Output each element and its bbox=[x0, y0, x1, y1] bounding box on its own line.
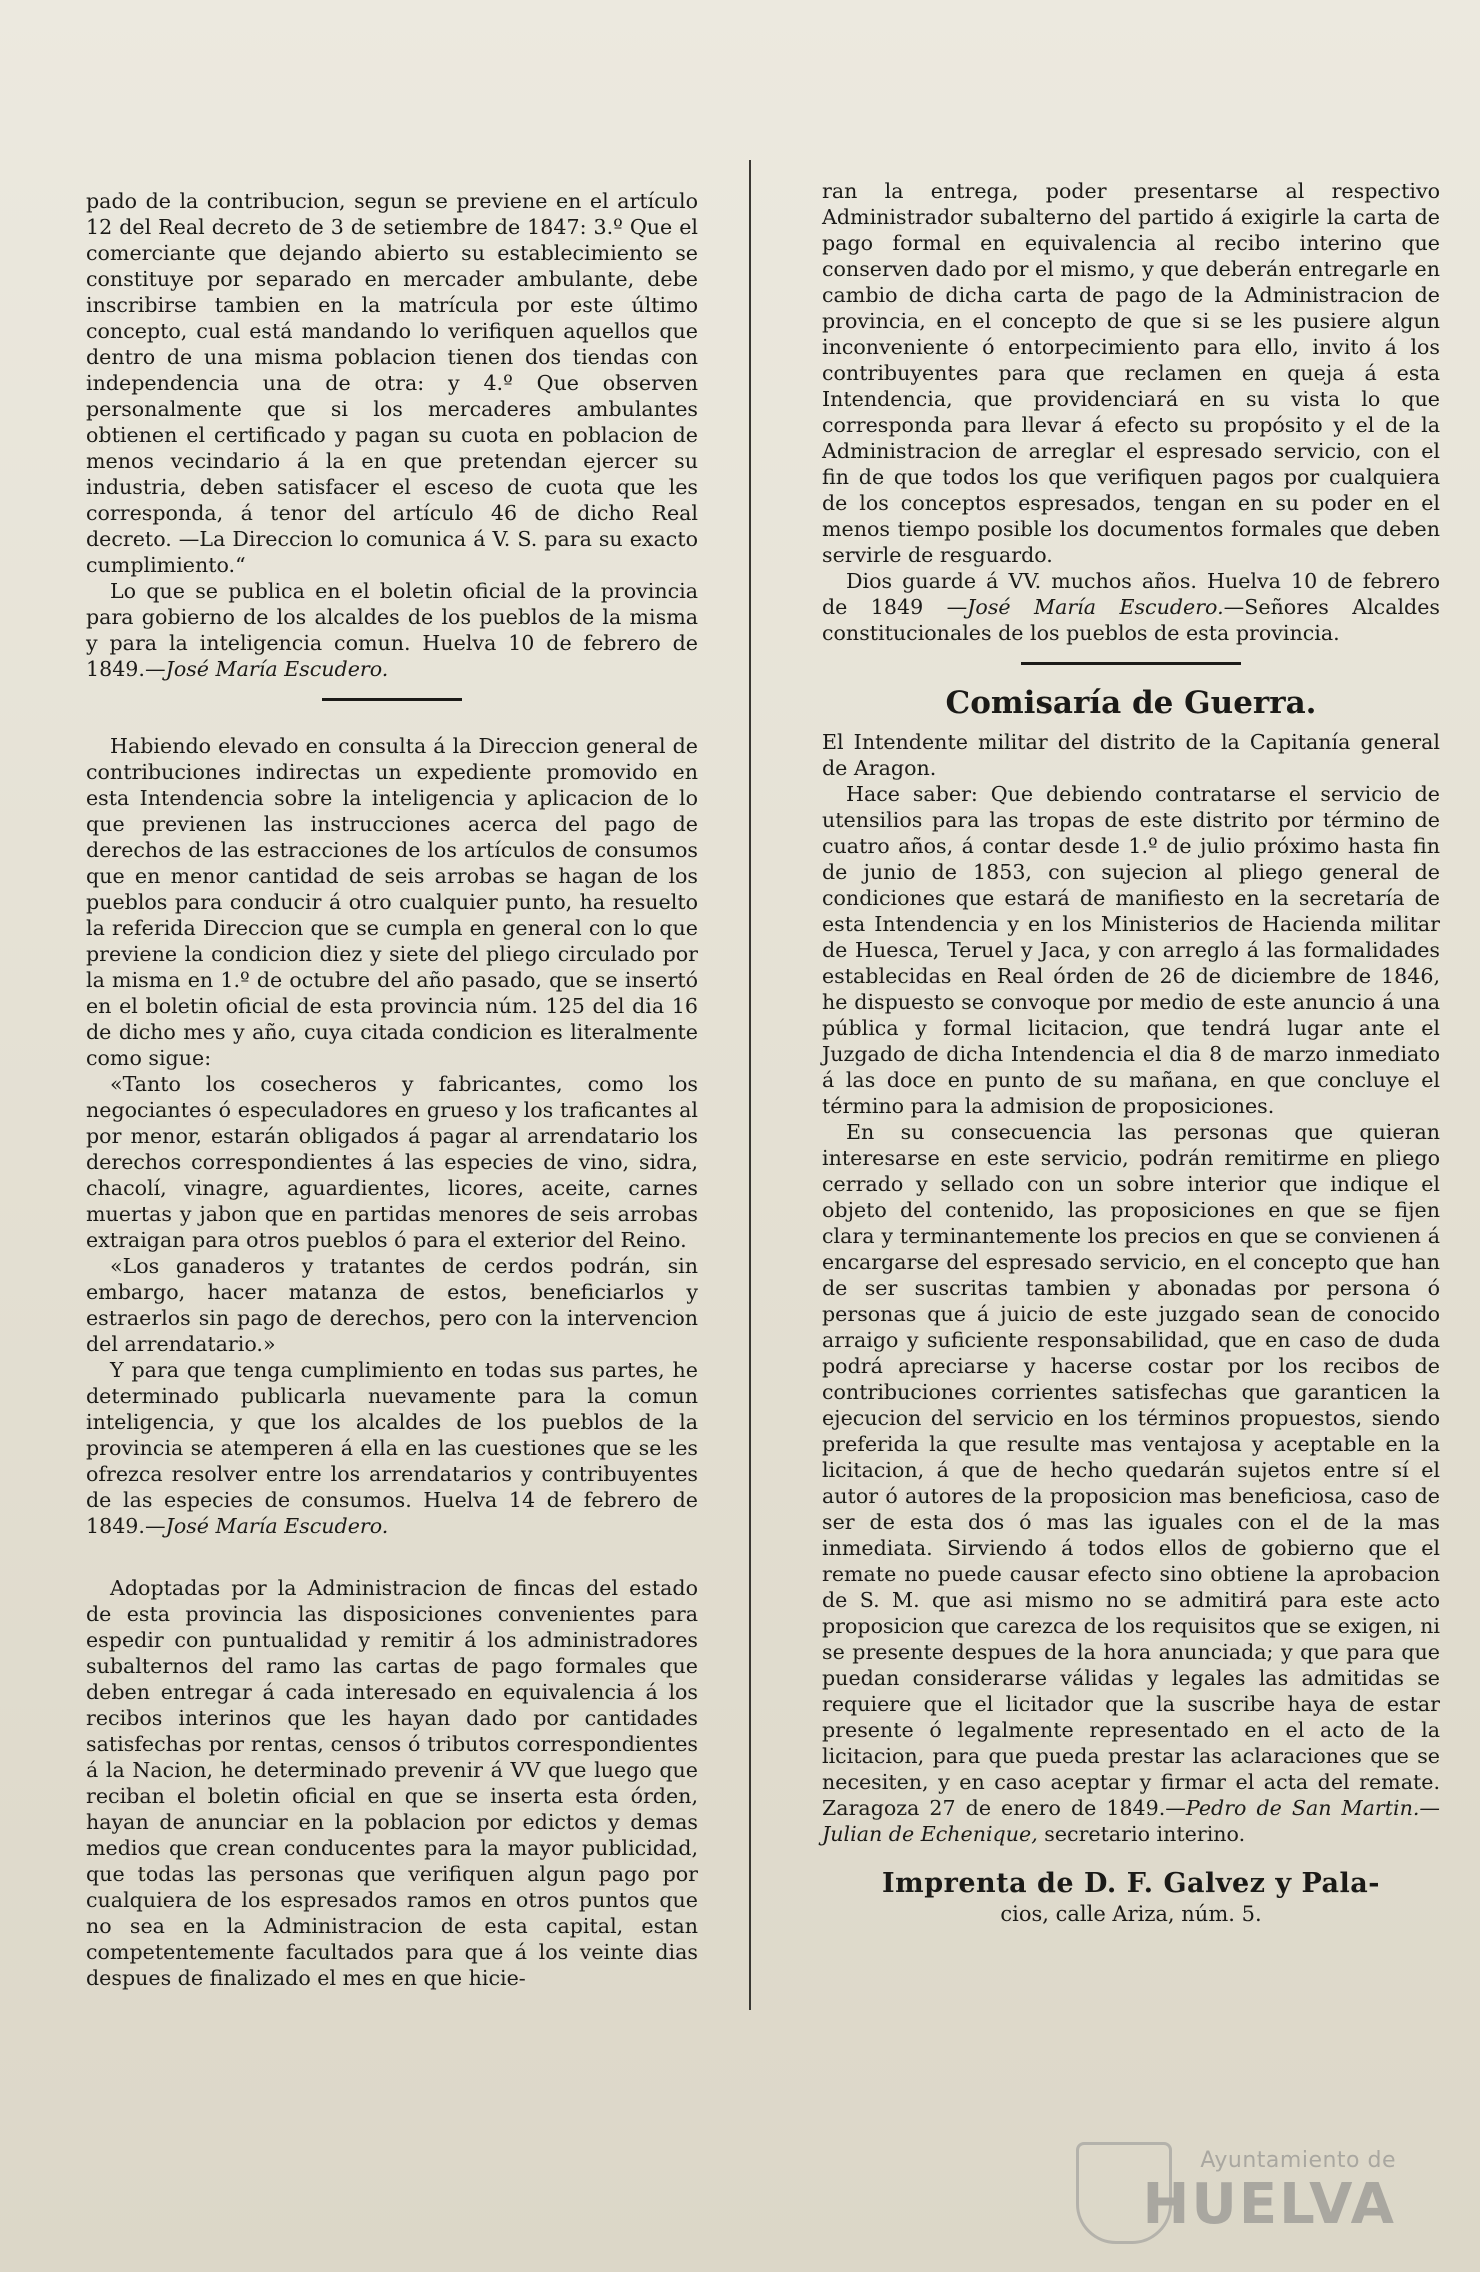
notice-1-continuation: pado de la contribucion, segun se previene en el artículo 12 del Real decreto de 3 de setiembre de 1847: 3.º Que el comerciante que dejando abierto su establecimiento se constituye por separado en mercader ambulante, debe inscribirse tambien en la matrícula por este último concepto, cual está mandando lo verifiquen aquellos que dentro de una misma poblacion tienen dos tiendas con independencia una de otra: y 4.º Que observen personalmente que si los mercaderes ambulantes obtienen el certificado y pagan su cuota en poblacion de menos vecindario á la en que pretendan ejercer su industria, deben satisfacer el esceso de cuota que les corresponda, á tenor del artículo 46 de dicho Real decreto. —La Direccion lo comunica á V. S. para su exacto cumplimiento.“ bbox=[86, 189, 698, 577]
notice-3-continuation: ran la entrega, poder presentarse al respectivo Administrador subalterno del partido á exigirle la carta de pago formal en equivalencia al recibo interino que conserven dado por el mismo, y que deberán entregarle en cambio de dicha carta de pago de la Administracion de provincia, en el concepto de que si se les pusiere algun inconveniente ó entorpecimiento para ello, invito á los contribuyentes para que reclamen en queja á esta Intendencia, que providenciará en su vista lo que corresponda para llevar á efecto su propósito y el de la Administracion de arreglar el espresado servicio, con el fin de que todos los que verifiquen pagos por cualquiera de los conceptos espresados, tengan en su poder en el menos tiempo posible los documentos formales que deben servirle de resguardo. bbox=[822, 179, 1440, 567]
notice-1-closing: Lo que se publica en el boletin oficial de la provincia para gobierno de los alcaldes de los pueblos de la misma y para la inteligencia comun. Huelva 10 de febrero de 1849.—José María Escudero. bbox=[86, 579, 698, 681]
section-divider bbox=[1021, 662, 1241, 665]
notice-2-quote-2: «Los ganaderos y tratantes de cerdos podrán, sin embargo, hacer matanza de estos, beneficiarlos y estraerlos sin pago de derechos, pero con la intervencion del arrendatario.» bbox=[86, 1254, 698, 1356]
section-subheading: El Intendente militar del distrito de la Capitanía general de Aragon. bbox=[822, 730, 1440, 780]
signature: José María Escudero. bbox=[165, 1514, 389, 1538]
notice-2-body: Habiendo elevado en consulta á la Direccion general de contribuciones indirectas un expediente promovido en esta Intendencia sobre la inteligencia y aplicacion de lo que previenen las instrucciones acerca del pago de derechos de las estracciones de los artículos de consumos que en menor cantidad de seis arrobas se hagan de los pueblos para conducir á otro cualquier punto, ha resuelto la referida Direccion que se cumpla en general con lo que previene la condicion diez y siete del pliego circulado por la misma en 1.º de octubre del año pasado, que se insertó en el boletin oficial de esta provincia núm. 125 del dia 16 de dicho mes y año, cuya citada condicion es literalmente como sigue: bbox=[86, 734, 698, 1070]
watermark-subtitle: Ayuntamiento de bbox=[1200, 2148, 1396, 2173]
printer-address: cios, calle Ariza, núm. 5. bbox=[1000, 1902, 1262, 1926]
notice-2-closing: Y para que tenga cumplimiento en todas sus partes, he determinado publicarla nuevamente para la comun inteligencia, y que los alcaldes de los pueblos de la provincia se atemperen á ella en las cuestiones que se les ofrezca resolver entre los arrendatarios y contribuyentes de las especies de consumos. Huelva 14 de febrero de 1849.—José María Escudero. bbox=[86, 1358, 698, 1538]
section-heading: Comisaría de Guerra. bbox=[945, 685, 1317, 721]
signature: Pedro de San Martin.—Julian de Echenique, bbox=[822, 1796, 1440, 1846]
notice-3-closing: Dios guarde á VV. muchos años. Huelva 10 de febrero de 1849 —José María Escudero.—Señores Alcaldes constitucionales de los pueblos de esta provincia. bbox=[822, 569, 1440, 645]
signature: José María Escudero. bbox=[967, 595, 1224, 619]
left-column bbox=[86, 188, 698, 1991]
printer-imprint: Imprenta de D. F. Galvez y Pala- bbox=[882, 1868, 1380, 1899]
signature: José María Escudero. bbox=[165, 657, 389, 681]
column-divider bbox=[749, 160, 751, 2010]
notice-2-quote-1: «Tanto los cosecheros y fabricantes, como los negociantes ó especuladores en grueso y los traficantes al por menor, estarán obligados á pagar al arrendatario los derechos correspondientes á las especies de vino, sidra, chacolí, vinagre, aguardientes, licores, aceite, carnes muertas y jabon que en partidas menores de seis arrobas extraigan para otros pueblos ó para el exterior del Reino. bbox=[86, 1072, 698, 1252]
right-column bbox=[822, 178, 1440, 1927]
section-divider bbox=[322, 698, 462, 701]
archive-watermark bbox=[1076, 2136, 1396, 2246]
notice-4-conditions: En su consecuencia las personas que quieran interesarse en este servicio, podrán remitirme en pliego cerrado y sellado con un sobre interior que indique el objeto del contenido, las proposiciones en que se fijen clara y terminantemente los precios en que se convienen á encargarse del espresado servicio, en el concepto que han de ser suscritas tambien y abonadas por persona ó personas que á juicio de este juzgado sean de conocido arraigo y suficiente responsabilidad, que en caso de duda podrá apreciarse y hacerse costar por los recibos de contribuciones corrientes satisfechas que garanticen la ejecucion del servicio en los términos propuestos, siendo preferida la que resulte mas ventajosa y aceptable en la licitacion, á que de hecho quedarán sujetos entre sí el autor ó autores de la proposicion mas beneficiosa, caso de ser de esta dos ó mas las iguales con el de la mas inmediata. Sirviendo á todos ellos de gobierno que el remate no puede causar efecto sino obtiene la aprobacion de S. M. que asi mismo no se admitirá para este acto proposicion que carezca de los requisitos que se exigen, ni se presente despues de la hora anunciada; y que para que puedan considerarse válidas y legales las admitidas se requiere que el licitador que la suscribe haya de estar presente ó legalmente representado en el acto de la licitacion, para que pueda prestar las aclaraciones que se necesiten, y en caso aceptar y firmar el acta del remate. Zaragoza 27 de enero de 1849.—Pedro de San Martin.—Julian de Echenique, secretario interino. bbox=[822, 1120, 1440, 1846]
watermark-title: HUELVA bbox=[1142, 2172, 1396, 2237]
notice-4-body: Hace saber: Que debiendo contratarse el servicio de utensilios para las tropas de este distrito por término de cuatro años, á contar desde 1.º de julio próximo hasta fin de junio de 1853, con sujecion al pliego general de condiciones que estará de manifiesto en la secretaría de esta Intendencia y en los Ministerios de Hacienda militar de Huesca, Teruel y Jaca, y con arreglo á las formalidades establecidas en Real órden de 26 de diciembre de 1846, he dispuesto se convoque por medio de este anuncio á una pública y formal licitacion, que tendrá lugar ante el Juzgado de dicha Intendencia el dia 8 de marzo inmediato á las doce en punto de su mañana, en que concluye el término para la admision de proposiciones. bbox=[822, 782, 1440, 1118]
notice-3-body: Adoptadas por la Administracion de fincas del estado de esta provincia las disposiciones convenientes para espedir con puntualidad y remitir á los administradores subalternos del ramo las cartas de pago formales que deben entregar á cada interesado en equivalencia á los recibos interinos que les hayan dado por cantidades satisfechas por rentas, censos ó tributos correspondientes á la Nacion, he determinado prevenir á VV que luego que reciban el boletin oficial en que se inserta esta órden, hayan de anunciar en la poblacion por edictos y demas medios que crean conducentes para la mayor publicidad, que todas las personas que verifiquen algun pago por cualquiera de los espresados ramos en otros puntos que no sea en la Administracion de esta capital, estan competentemente facultados para que á los veinte dias despues de finalizado el mes en que hicie- bbox=[86, 1576, 698, 1990]
